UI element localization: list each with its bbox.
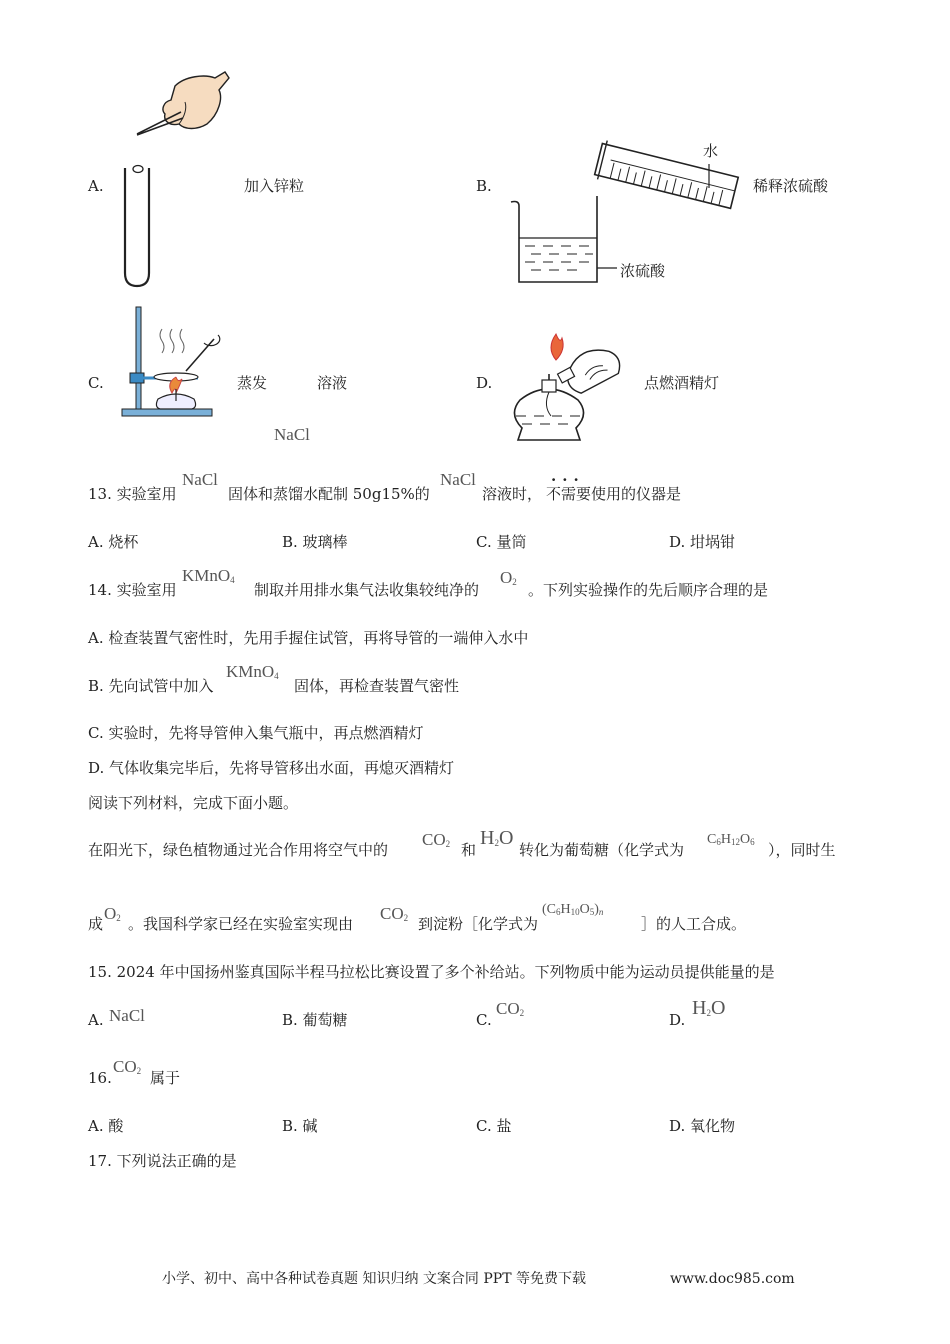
- q15-option-c[interactable]: [476, 996, 596, 1032]
- option-c-nacl-formula: NaCl: [274, 425, 310, 444]
- option-a-letter: A.: [88, 177, 104, 195]
- q16-number: 16.: [88, 1069, 112, 1087]
- material-formula-glucose: $C_6H_{12}O_6$: [707, 832, 755, 847]
- q14-option-c[interactable]: C. 实验时，先将导管伸入集气瓶中，再点燃酒精灯: [88, 724, 424, 742]
- q15-option-a-formula: NaCl: [109, 1006, 145, 1025]
- footer-text: 小学、初中、高中各种试卷真题 知识归纳 文案合同 PPT 等免费下载: [162, 1271, 586, 1287]
- q13-formula-2: NaCl: [440, 470, 476, 489]
- q16-option-b[interactable]: B. 碱: [282, 1117, 318, 1135]
- material-p2-text-d: ］的人工合成。: [641, 915, 747, 933]
- q13-stem: [88, 470, 868, 510]
- q15-option-a-letter: A.: [88, 1011, 104, 1029]
- option-d-letter: D.: [476, 374, 493, 392]
- material-p1-text-b: 转化为葡萄糖（化学式为: [519, 841, 685, 859]
- material-formula-co2-2: $CO_2$: [380, 904, 409, 923]
- q16-option-c[interactable]: C. 盐: [476, 1117, 512, 1135]
- option-b-letter: B.: [476, 177, 492, 195]
- material-formula-o2: $O_2$: [104, 904, 121, 923]
- option-c-label-solution: 溶液: [317, 374, 348, 392]
- conc-acid-label: 浓硫酸: [620, 262, 666, 280]
- option-d-label: 点燃酒精灯: [644, 374, 720, 392]
- q13-emphasis: 不需要: [546, 485, 592, 503]
- material-formula-starch: $(C_6H_{10}O_5)_n$: [542, 902, 604, 917]
- q13-option-c[interactable]: C. 量筒: [476, 533, 527, 551]
- q14-option-d[interactable]: D. 气体收集完毕后，先将导管移出水面，再熄灭酒精灯: [88, 759, 455, 777]
- q17-stem: 17. 下列说法正确的是: [88, 1152, 237, 1170]
- q14-text-2: 。下列实验操作的先后顺序合理的是: [528, 581, 769, 599]
- option-a-label: 加入锌粒: [244, 177, 305, 195]
- q15-option-d-formula: $H_2O$: [692, 997, 726, 1019]
- q14-option-a[interactable]: A. 检查装置气密性时，先用手握住试管，再将导管的一端伸入水中: [88, 629, 529, 647]
- figure-a-zinc-tube: [115, 68, 245, 293]
- material-p2-text-c: 到淀粉［化学式为: [418, 915, 539, 933]
- q15-option-b[interactable]: B. 葡萄糖: [282, 1011, 348, 1029]
- material-p2-text-a: 成: [88, 915, 104, 933]
- material-p2-text-b: 。我国科学家已经在实验室实现由: [128, 915, 354, 933]
- q16-text: 属于: [150, 1069, 181, 1087]
- q14-option-b-text-1: B. 先向试管中加入: [88, 677, 214, 695]
- option-c-label-evaporate: 蒸发: [237, 374, 268, 392]
- q15-option-d-letter: D.: [669, 1011, 686, 1029]
- q13-text-2: 溶液时，: [482, 485, 543, 503]
- q14-formula-o2: $O_2$: [500, 568, 517, 587]
- q15-option-d[interactable]: [669, 996, 789, 1032]
- material-p1-text-a: 在阳光下，绿色植物通过光合作用将空气中的: [88, 841, 389, 859]
- q15-option-c-letter: C.: [476, 1011, 492, 1029]
- figure-c-evaporation: [118, 305, 233, 420]
- q13-text-1: 固体和蒸馏水配制 50g15%的: [228, 485, 430, 503]
- figure-d-light-lamp: [500, 330, 640, 445]
- q16-formula-co2: $CO_2$: [113, 1057, 142, 1076]
- option-b-label: 稀释浓硫酸: [753, 177, 829, 195]
- q13-number: 13. 实验室用: [88, 485, 177, 503]
- material-formula-co2: $CO_2$: [422, 830, 451, 849]
- q16-stem: [88, 1054, 288, 1090]
- q13-text-3: 使用的仪器是: [591, 485, 682, 503]
- q13-emphasis-dots: ···: [551, 471, 585, 489]
- material-paragraph-1: [88, 826, 878, 862]
- q14-stem: [88, 566, 888, 602]
- q13-option-a[interactable]: A. 烧杯: [88, 533, 139, 551]
- q15-option-a[interactable]: [88, 996, 208, 1032]
- q14-option-b-formula: KMnO$_4$: [226, 662, 279, 681]
- q13-option-d[interactable]: D. 坩埚钳: [669, 533, 736, 551]
- water-label: 水: [703, 142, 719, 160]
- material-p1-text-c: ），同时生: [768, 841, 836, 859]
- option-c-letter: C.: [88, 374, 104, 392]
- q16-option-a[interactable]: A. 酸: [88, 1117, 124, 1135]
- material-formula-h2o: $H_2O$: [480, 827, 514, 849]
- q16-option-d[interactable]: D. 氧化物: [669, 1117, 736, 1135]
- q14-option-b[interactable]: [88, 662, 588, 698]
- q14-formula-kmno4: KMnO$_4$: [182, 566, 235, 585]
- q15-stem: 15. 2024 年中国扬州鉴真国际半程马拉松比赛设置了多个补给站。下列物质中能为运动员提供能量的是: [88, 963, 775, 981]
- q14-number: 14. 实验室用: [88, 581, 177, 599]
- material-intro: 阅读下列材料，完成下面小题。: [88, 794, 299, 812]
- material-paragraph-2: [88, 898, 878, 936]
- q14-option-b-text-2: 固体，再检查装置气密性: [294, 677, 460, 695]
- material-and: 和: [461, 841, 477, 859]
- footer-link[interactable]: www.doc985.com: [670, 1271, 795, 1287]
- q15-option-c-formula: $CO_2$: [496, 999, 525, 1018]
- q13-formula-1: NaCl: [182, 470, 218, 489]
- q13-option-b[interactable]: B. 玻璃棒: [282, 533, 348, 551]
- q14-text-1: 制取并用排水集气法收集较纯净的: [254, 581, 480, 599]
